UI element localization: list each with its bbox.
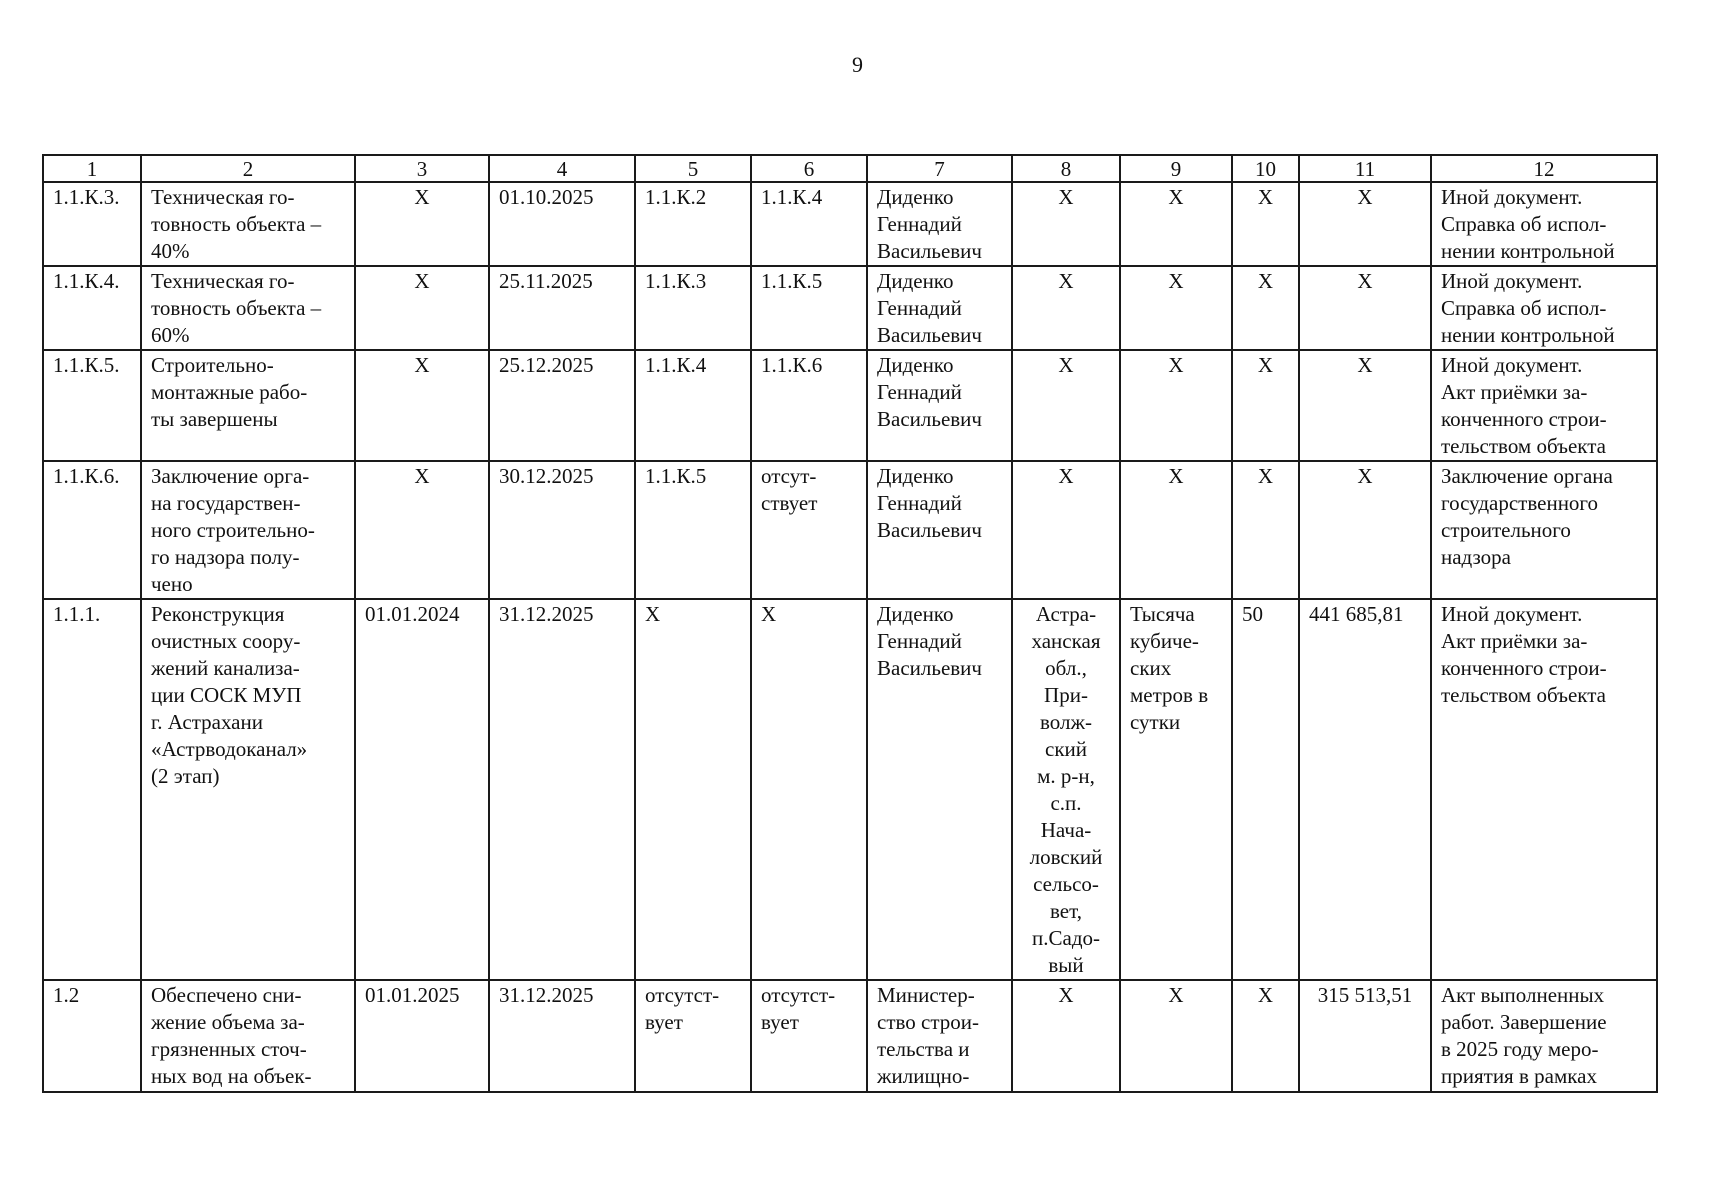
table-row: [43, 182, 1657, 266]
successor: X: [751, 599, 867, 980]
value: X: [1232, 461, 1299, 599]
location: X: [1012, 266, 1120, 350]
row-number: 1.1.К.6.: [43, 461, 141, 599]
start-date: 01.01.2025: [355, 980, 489, 1092]
unit: X: [1120, 266, 1232, 350]
document-type: Иной документ. Акт приёмки за- конченного строи- тельством объекта: [1431, 599, 1657, 980]
header-cell: 1: [43, 155, 141, 182]
location: Астра- ханская обл., При- волж- ский м. р-н, с.п. Нача- ловский сельсо- вет, п.Садо- вый: [1012, 599, 1120, 980]
header-cell: 4: [489, 155, 635, 182]
start-date: X: [355, 182, 489, 266]
header-cell: 12: [1431, 155, 1657, 182]
header-cell: 5: [635, 155, 751, 182]
amount: 441 685,81: [1299, 599, 1431, 980]
header-cell: 11: [1299, 155, 1431, 182]
header-cell: 7: [867, 155, 1012, 182]
row-number: 1.1.К.4.: [43, 266, 141, 350]
start-date: X: [355, 461, 489, 599]
table-row: [43, 266, 1657, 350]
predecessor: 1.1.К.5: [635, 461, 751, 599]
table-row: [43, 599, 1657, 980]
header-cell: 3: [355, 155, 489, 182]
header-cell: 2: [141, 155, 355, 182]
location: X: [1012, 182, 1120, 266]
row-title: Реконструкция очистных соору- жений канализа- ции СОСК МУП г. Астрахани «Астрводоканал» (2 этап): [141, 599, 355, 980]
row-title: Заключение орга- на государствен- ного строительно- го надзора полу- чено: [141, 461, 355, 599]
predecessor: отсутст- вует: [635, 980, 751, 1092]
location: X: [1012, 980, 1120, 1092]
responsible: Диденко Геннадий Васильевич: [867, 350, 1012, 461]
value: 50: [1232, 599, 1299, 980]
row-title: Обеспечено сни- жение объема за- грязненных сточ- ных вод на объек-: [141, 980, 355, 1092]
table-row: [43, 461, 1657, 599]
unit: X: [1120, 461, 1232, 599]
header-row: [43, 155, 1657, 182]
header-cell: 10: [1232, 155, 1299, 182]
predecessor: 1.1.К.4: [635, 350, 751, 461]
location: X: [1012, 350, 1120, 461]
row-number: 1.1.1.: [43, 599, 141, 980]
unit: X: [1120, 182, 1232, 266]
successor: 1.1.К.6: [751, 350, 867, 461]
value: X: [1232, 266, 1299, 350]
successor: 1.1.К.5: [751, 266, 867, 350]
end-date: 25.11.2025: [489, 266, 635, 350]
successor: 1.1.К.4: [751, 182, 867, 266]
value: X: [1232, 182, 1299, 266]
responsible: Диденко Геннадий Васильевич: [867, 182, 1012, 266]
document-type: Иной документ. Справка об испол- нении контрольной: [1431, 182, 1657, 266]
successor: отсут- ствует: [751, 461, 867, 599]
responsible: Диденко Геннадий Васильевич: [867, 461, 1012, 599]
unit: X: [1120, 350, 1232, 461]
roadmap-table: [42, 154, 1658, 1093]
header-cell: 6: [751, 155, 867, 182]
row-number: 1.1.К.3.: [43, 182, 141, 266]
row-title: Техническая го- товность объекта – 60%: [141, 266, 355, 350]
end-date: 01.10.2025: [489, 182, 635, 266]
amount: X: [1299, 350, 1431, 461]
amount: X: [1299, 182, 1431, 266]
responsible: Министер- ство строи- тельства и жилищно-: [867, 980, 1012, 1092]
amount: 315 513,51: [1299, 980, 1431, 1092]
document-type: Иной документ. Акт приёмки за- конченного строи- тельством объекта: [1431, 350, 1657, 461]
header-cell: 9: [1120, 155, 1232, 182]
amount: X: [1299, 461, 1431, 599]
row-title: Строительно- монтажные рабо- ты завершены: [141, 350, 355, 461]
unit: X: [1120, 980, 1232, 1092]
start-date: X: [355, 266, 489, 350]
successor: отсутст- вует: [751, 980, 867, 1092]
row-number: 1.2: [43, 980, 141, 1092]
end-date: 31.12.2025: [489, 980, 635, 1092]
amount: X: [1299, 266, 1431, 350]
end-date: 30.12.2025: [489, 461, 635, 599]
responsible: Диденко Геннадий Васильевич: [867, 599, 1012, 980]
value: X: [1232, 350, 1299, 461]
predecessor: 1.1.К.2: [635, 182, 751, 266]
responsible: Диденко Геннадий Васильевич: [867, 266, 1012, 350]
start-date: 01.01.2024: [355, 599, 489, 980]
table-row: [43, 980, 1657, 1092]
table-row: [43, 350, 1657, 461]
row-number: 1.1.К.5.: [43, 350, 141, 461]
predecessor: 1.1.К.3: [635, 266, 751, 350]
page-number: 9: [852, 52, 863, 77]
end-date: 31.12.2025: [489, 599, 635, 980]
start-date: X: [355, 350, 489, 461]
document-type: Иной документ. Справка об испол- нении контрольной: [1431, 266, 1657, 350]
predecessor: X: [635, 599, 751, 980]
document-type: Заключение органа государственного строительного надзора: [1431, 461, 1657, 599]
header-cell: 8: [1012, 155, 1120, 182]
document-type: Акт выполненных работ. Завершение в 2025 году меро- приятия в рамках: [1431, 980, 1657, 1092]
unit: Тысяча кубиче- ских метров в сутки: [1120, 599, 1232, 980]
end-date: 25.12.2025: [489, 350, 635, 461]
row-title: Техническая го- товность объекта – 40%: [141, 182, 355, 266]
value: X: [1232, 980, 1299, 1092]
location: X: [1012, 461, 1120, 599]
